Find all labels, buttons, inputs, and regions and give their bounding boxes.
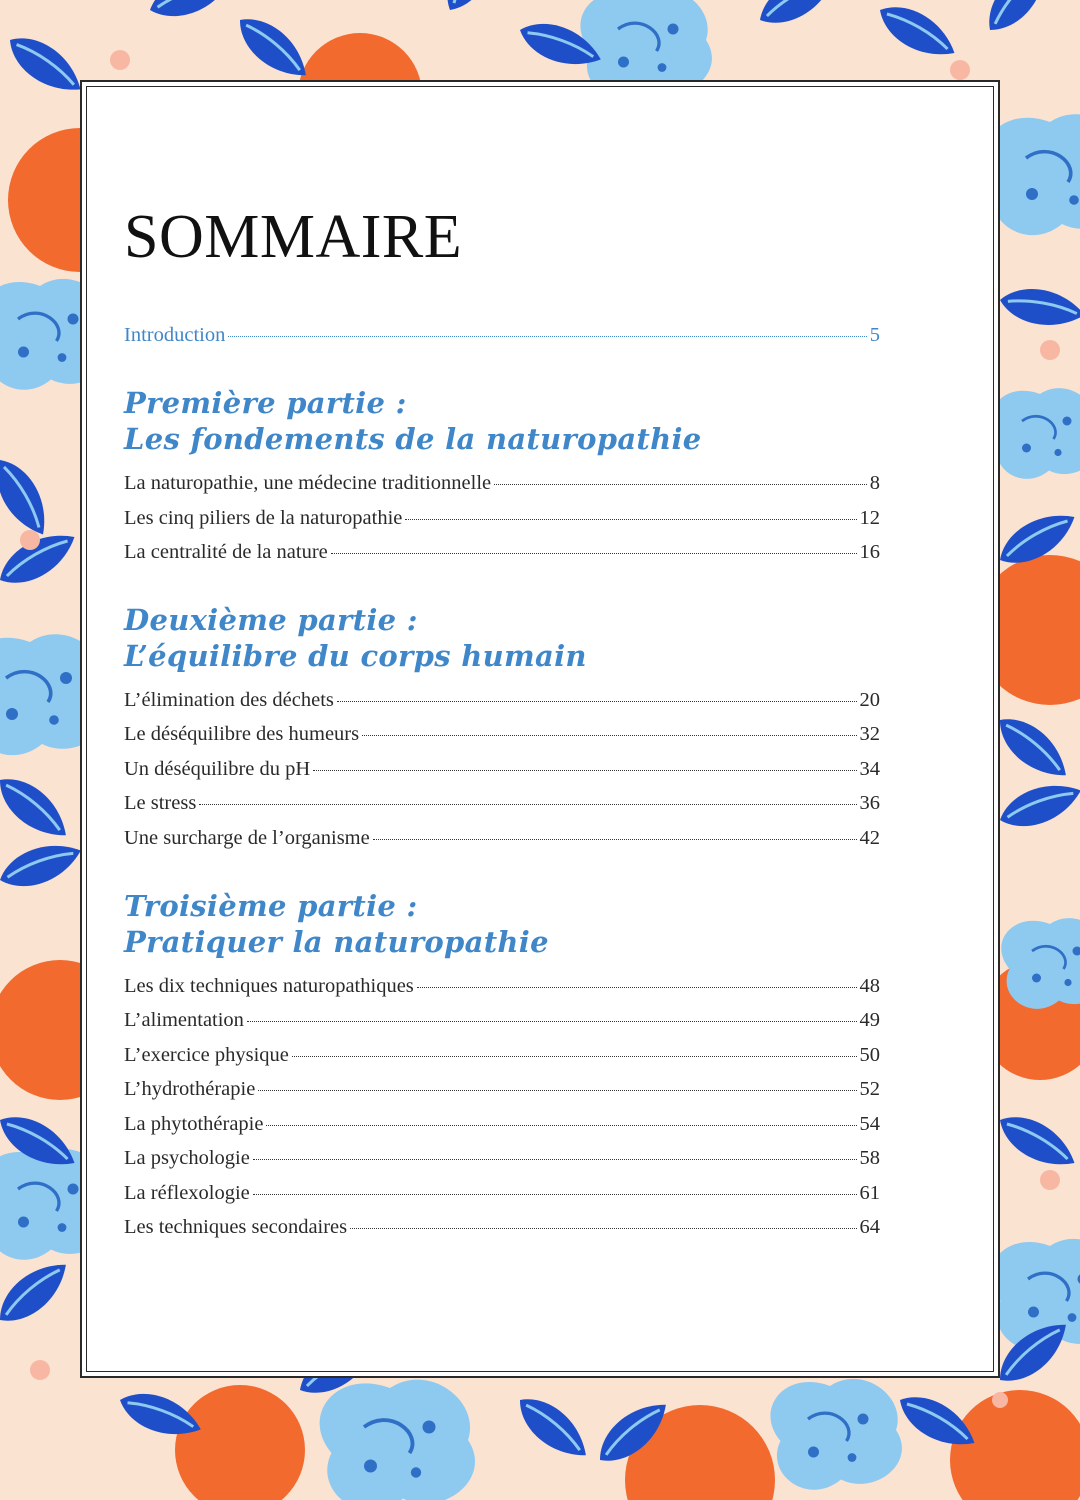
toc-entry[interactable] xyxy=(124,507,880,537)
toc-entry[interactable] xyxy=(124,1078,880,1108)
toc-entry-page: 50 xyxy=(859,1044,880,1066)
part-heading-line2: Les fondements de la naturopathie xyxy=(124,422,702,456)
dot-leader xyxy=(362,735,856,736)
dot-leader xyxy=(247,1021,857,1022)
toc-entry-label: La psychologie xyxy=(124,1147,250,1169)
toc-entry[interactable] xyxy=(124,1113,880,1143)
toc-entry[interactable] xyxy=(124,1044,880,1074)
toc-entry-page: 58 xyxy=(859,1147,880,1169)
toc-entry-label: Les dix techniques naturopathiques xyxy=(124,975,414,997)
toc-entry[interactable] xyxy=(124,1009,880,1039)
toc-entry-page: 64 xyxy=(859,1216,880,1238)
toc-entry-label: La centralité de la nature xyxy=(124,541,328,563)
dot-leader xyxy=(253,1194,857,1195)
toc-entry-page: 49 xyxy=(859,1009,880,1031)
toc-entry-label: L’exercice physique xyxy=(124,1044,289,1066)
toc-entry-label: L’élimination des déchets xyxy=(124,689,334,711)
toc-entry-page: 20 xyxy=(859,689,880,711)
dot-leader xyxy=(199,804,856,805)
dot-leader xyxy=(373,839,857,840)
toc-entry-page: 42 xyxy=(859,827,880,849)
toc-entry-page: 8 xyxy=(869,472,880,494)
toc-entry[interactable] xyxy=(124,827,880,857)
dot-leader xyxy=(266,1125,856,1126)
toc-entry-page: 48 xyxy=(859,975,880,997)
toc-entry-label: La réflexologie xyxy=(124,1182,250,1204)
toc-entry[interactable] xyxy=(124,541,880,571)
dot-leader xyxy=(331,553,857,554)
toc-entry-page: 12 xyxy=(859,507,880,529)
part-heading-3 xyxy=(124,888,880,960)
toc-entry-label: Un déséquilibre du pH xyxy=(124,758,311,780)
part-heading-line2: L’équilibre du corps humain xyxy=(124,639,587,673)
toc-entry-introduction[interactable] xyxy=(124,324,880,354)
dot-leader xyxy=(417,987,857,988)
toc-entry-label: Les cinq piliers de la naturopathie xyxy=(124,507,403,529)
toc-entry-label: Les techniques secondaires xyxy=(124,1216,348,1238)
toc-entry-label: Introduction xyxy=(124,324,226,346)
toc-entry-label: Le stress xyxy=(124,792,197,814)
toc-entry[interactable] xyxy=(124,723,880,753)
dot-leader xyxy=(337,701,857,702)
toc-entry[interactable] xyxy=(124,758,880,788)
dot-leader xyxy=(253,1159,857,1160)
toc-entry-page: 52 xyxy=(859,1078,880,1100)
toc-page xyxy=(80,80,1000,1378)
dot-leader xyxy=(405,519,856,520)
toc-entry[interactable] xyxy=(124,1182,880,1212)
part-heading-line1: Troisième partie : xyxy=(124,889,418,923)
toc-entry-page: 36 xyxy=(859,792,880,814)
toc-entry-label: Le déséquilibre des humeurs xyxy=(124,723,360,745)
toc-entry[interactable] xyxy=(124,472,880,502)
toc-entry[interactable] xyxy=(124,792,880,822)
toc-entry-label: La naturopathie, une médecine traditionnelle xyxy=(124,472,492,494)
toc-entry[interactable] xyxy=(124,975,880,1005)
part-heading-1 xyxy=(124,385,880,457)
toc-entry-page: 61 xyxy=(859,1182,880,1204)
toc-entry[interactable] xyxy=(124,1147,880,1177)
part-heading-2 xyxy=(124,602,880,674)
toc-entry-page: 34 xyxy=(859,758,880,780)
toc-entry-page: 5 xyxy=(869,324,880,346)
toc-entry-label: Une surcharge de l’organisme xyxy=(124,827,370,849)
dot-leader xyxy=(494,484,867,485)
toc-entry-label: La phytothérapie xyxy=(124,1113,264,1135)
page-title: SOMMAIRE xyxy=(124,203,463,271)
toc-entry-page: 16 xyxy=(859,541,880,563)
toc-entry[interactable] xyxy=(124,689,880,719)
toc-entry-label: L’alimentation xyxy=(124,1009,244,1031)
part-heading-line2: Pratiquer la naturopathie xyxy=(124,925,549,959)
dot-leader xyxy=(313,770,856,771)
toc-entry[interactable] xyxy=(124,1216,880,1246)
toc-entry-page: 54 xyxy=(859,1113,880,1135)
dot-leader xyxy=(292,1056,857,1057)
part-heading-line1: Première partie : xyxy=(124,386,407,420)
dot-leader xyxy=(258,1090,856,1091)
dot-leader xyxy=(350,1228,856,1229)
part-heading-line1: Deuxième partie : xyxy=(124,603,418,637)
toc-entry-page: 32 xyxy=(859,723,880,745)
toc-entry-label: L’hydrothérapie xyxy=(124,1078,256,1100)
dot-leader xyxy=(228,336,866,337)
